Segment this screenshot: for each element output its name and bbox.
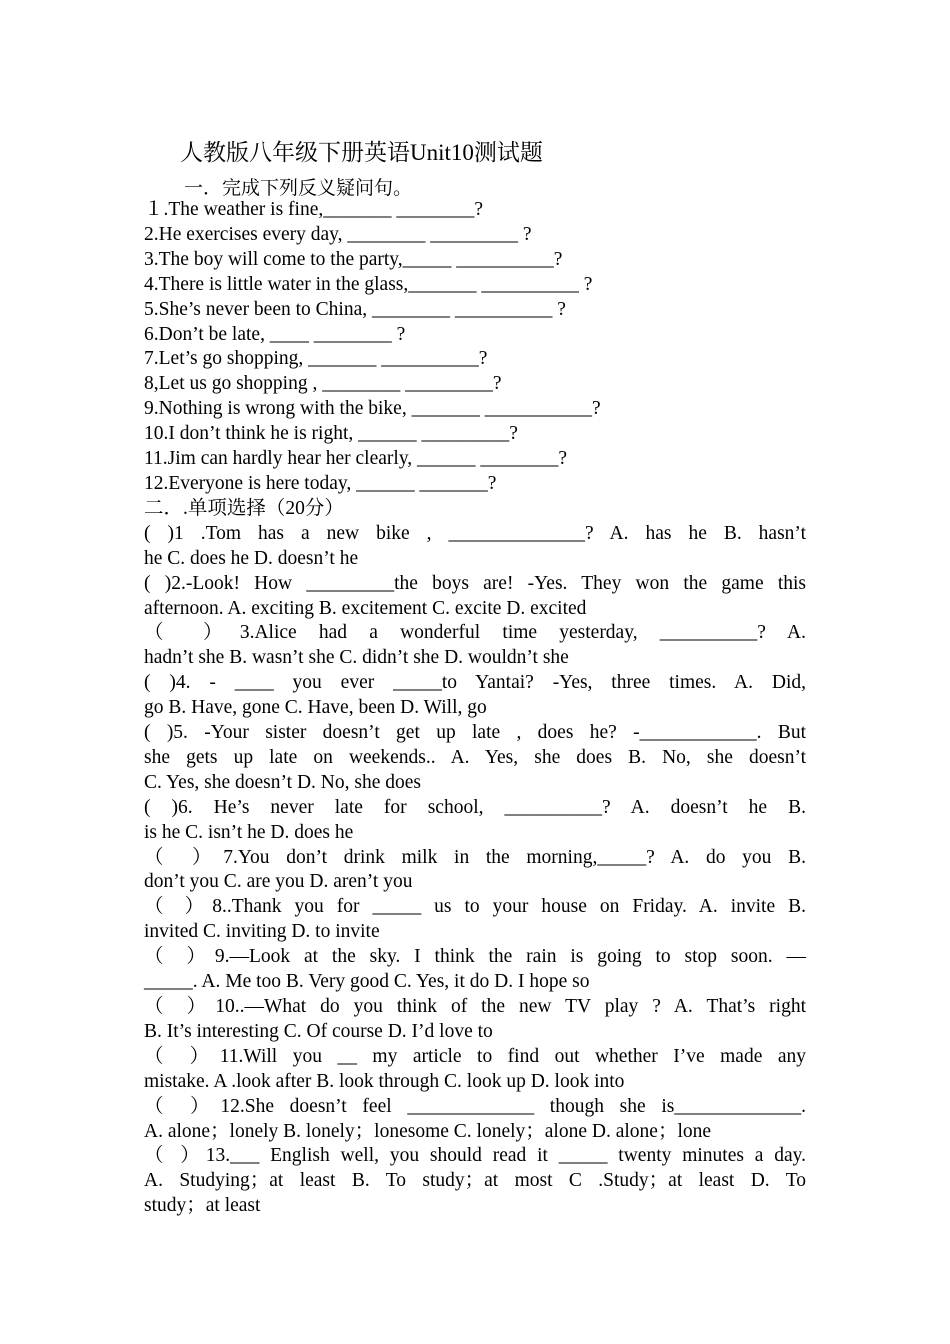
choice-question-line: （ ）11.Will you __ my article to find out whether I’ve made any [144, 1045, 806, 1067]
choice-question-line: he C. does he D. doesn’t he [144, 547, 359, 569]
tag-question-item: 4.There is little water in the glass,_______ __________ ? [144, 273, 593, 295]
choice-question-line: hadn’t she B. wasn’t she C. didn’t she D. wouldn’t she [144, 647, 569, 669]
tag-question-item: 11.Jim can hardly hear her clearly, ______ ________? [144, 448, 568, 470]
choice-question-line: （ ）13.___ English well, you should read it _____ twenty minutes a day. [144, 1145, 806, 1167]
choice-question-line: A. Studying；at least B. To study；at most C .Study；at least D. To [144, 1170, 806, 1192]
tag-question-item: 3.The boy will come to the party,_____ __________? [144, 248, 563, 270]
document-body [144, 198, 806, 1219]
choice-question-line: ( )2.-Look! How _________the boys are! -Yes. They won the game this [144, 572, 806, 594]
choice-question-line: （ ）10..—What do you think of the new TV play ? A. That’s right [144, 996, 806, 1017]
choice-question-line: don’t you C. are you D. aren’t you [144, 871, 413, 893]
tag-question-item: 5.She’s never been to China, ________ __________ ? [144, 298, 566, 320]
tag-question-item: 9.Nothing is wrong with the bike, _______ ___________? [144, 398, 601, 420]
tag-question-item: 6.Don’t be late, ____ ________ ? [144, 323, 406, 345]
choice-question-line: is he C. isn’t he D. does he [144, 821, 354, 843]
choice-question-line: B. It’s interesting C. Of course D. I’d love to [144, 1020, 493, 1042]
tag-question-item: 12.Everyone is here today, ______ _______? [144, 472, 497, 494]
choice-question-line: she gets up late on weekends.. A. Yes, she does B. No, she doesn’t [144, 746, 806, 768]
tag-question-item: 8,Let us go shopping , ________ _________? [144, 373, 502, 395]
choice-question-line: （ ）12.She doesn’t feel _____________ though she is_____________. [144, 1095, 806, 1117]
choice-question-line: ( )5. -Your sister doesn’t get up late , does he? -____________. But [144, 722, 806, 744]
section2-heading: 二．.单项选择（20分） [144, 497, 344, 519]
choice-question-line: ( )4. - ____ you ever _____to Yantai? -Yes, three times. A. Did, [144, 672, 806, 694]
choice-question-line: ( )1 .Tom has a new bike , ______________? A. has he B. hasn’t [144, 522, 806, 544]
choice-question-line: _____. A. Me too B. Very good C. Yes, it do D. I hope so [144, 971, 590, 993]
page-title: 人教版八年级下册英语Unit10测试题 [180, 140, 543, 165]
choice-question-line: A. alone；lonely B. lonely；lonesome C. lonely；alone D. alone；lone [144, 1120, 712, 1142]
choice-question-line: （ ）8..Thank you for _____ us to your house on Friday. A. invite B. [144, 896, 806, 918]
choice-question-line: C. Yes, she doesn’t D. No, she does [144, 771, 421, 793]
tag-question-item: １.The weather is fine,_______ ________? [144, 199, 484, 220]
choice-question-line: go B. Have, gone C. Have, been D. Will, go [144, 697, 487, 719]
choice-question-line: study；at least [144, 1195, 261, 1217]
tag-question-item: 10.I don’t think he is right, ______ _________? [144, 423, 518, 445]
choice-question-line: （ ）3.Alice had a wonderful time yesterday, __________? A. [144, 622, 806, 644]
choice-question-line: ( )6. He’s never late for school, __________? A. doesn’t he B. [144, 796, 806, 818]
tag-question-item: 7.Let’s go shopping, _______ __________? [144, 348, 488, 370]
section1-heading: 一．完成下列反义疑问句。 [184, 178, 413, 199]
choice-question-line: （ ）7.You don’t drink milk in the morning,_____? A. do you B. [144, 846, 806, 868]
choice-question-line: （ ）9.—Look at the sky. I think the rain is going to stop soon. — [144, 946, 806, 968]
choice-question-line: mistake. A .look after B. look through C. look up D. look into [144, 1070, 625, 1092]
choice-question-line: invited C. inviting D. to invite [144, 921, 380, 943]
choice-question-line: afternoon. A. exciting B. excitement C. excite D. excited [144, 597, 587, 619]
tag-question-item: 2.He exercises every day, ________ _________ ? [144, 223, 532, 245]
